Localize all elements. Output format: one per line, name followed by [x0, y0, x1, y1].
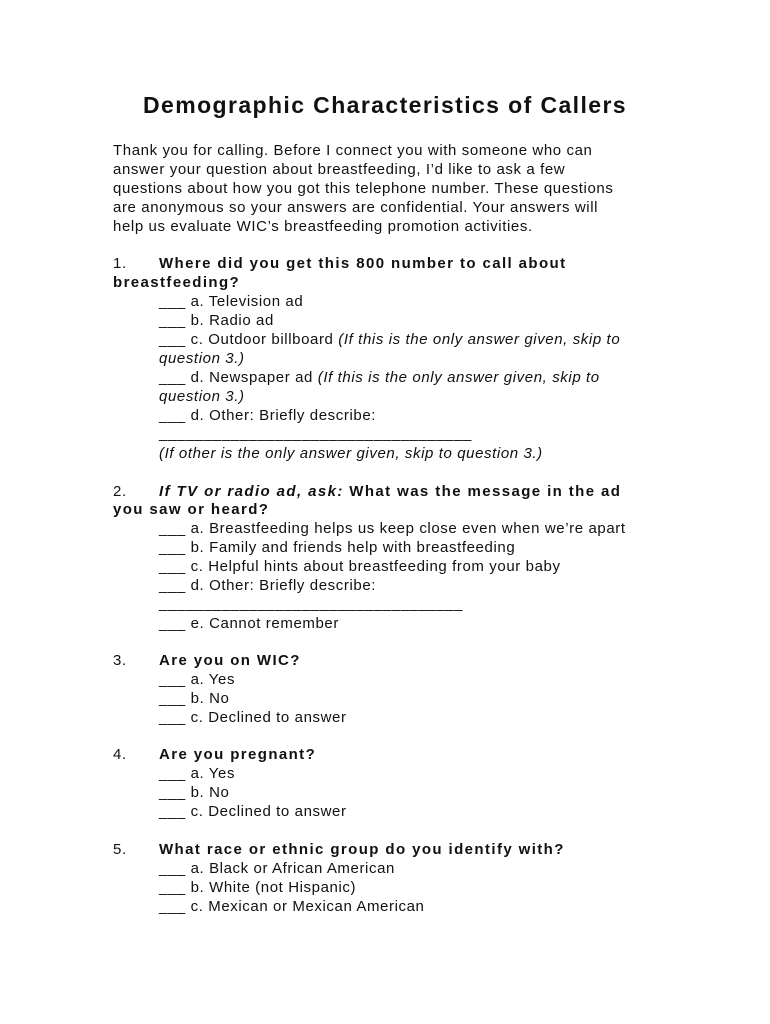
- skip-note: (If this is the only answer given, skip to: [338, 331, 621, 348]
- interviewer-instruction: If TV or radio ad, ask:: [159, 483, 344, 500]
- page-title: Demographic Characteristics of Callers: [143, 92, 627, 118]
- option-newspaper-ad: ___ d. Newspaper ad (If this is the only answer given, skip to: [159, 369, 600, 386]
- intro-line: answer your question about breastfeeding, I’d like to ask a few: [113, 161, 566, 178]
- option-message-c: ___ c. Helpful hints about breastfeeding from your baby: [159, 558, 561, 575]
- intro-line: are anonymous so your answers are confidential. Your answers will: [113, 199, 599, 216]
- question-number: 5.: [113, 841, 127, 858]
- question-number: 2.: [113, 483, 127, 500]
- question-text: Are you pregnant?: [159, 746, 317, 763]
- option-message-b: ___ b. Family and friends help with breastfeeding: [159, 539, 516, 556]
- option-television-ad: ___ a. Television ad: [159, 293, 304, 310]
- intro-line: questions about how you got this telephone number. These questions: [113, 180, 614, 197]
- option-other: ___ d. Other: Briefly describe:: [159, 577, 377, 594]
- option-radio-ad: ___ b. Radio ad: [159, 312, 274, 329]
- option-no: ___ b. No: [159, 690, 230, 707]
- option-yes: ___ a. Yes: [159, 671, 236, 688]
- question-text: If TV or radio ad, ask: What was the message in the ad: [159, 483, 622, 500]
- option-other: ___ d. Other: Briefly describe:: [159, 407, 377, 424]
- skip-note-continued: question 3.): [159, 350, 245, 367]
- option-white-not-hispanic: ___ b. White (not Hispanic): [159, 879, 357, 896]
- option-black-african-american: ___ a. Black or African American: [159, 860, 395, 877]
- question-text-continued: you saw or heard?: [113, 501, 270, 518]
- option-declined: ___ c. Declined to answer: [159, 803, 347, 820]
- option-yes: ___ a. Yes: [159, 765, 236, 782]
- question-number: 3.: [113, 652, 127, 669]
- skip-note-continued: question 3.): [159, 388, 245, 405]
- intro-line: help us evaluate WIC’s breastfeeding promotion activities.: [113, 218, 533, 235]
- answer-blank: ___________________________________: [159, 425, 472, 442]
- question-text: What race or ethnic group do you identify with?: [159, 841, 565, 858]
- question-text: Where did you get this 800 number to call about: [159, 255, 567, 272]
- question-number: 1.: [113, 255, 127, 272]
- option-mexican-american: ___ c. Mexican or Mexican American: [159, 898, 425, 915]
- question-text: Are you on WIC?: [159, 652, 301, 669]
- question-text-continued: breastfeeding?: [113, 274, 241, 291]
- option-outdoor-billboard: ___ c. Outdoor billboard (If this is the only answer given, skip to: [159, 331, 621, 348]
- option-cannot-remember: ___ e. Cannot remember: [159, 615, 339, 632]
- intro-paragraph: [113, 141, 673, 236]
- skip-note: (If this is the only answer given, skip to: [317, 369, 600, 386]
- option-declined: ___ c. Declined to answer: [159, 709, 347, 726]
- answer-blank: __________________________________: [159, 595, 464, 612]
- option-message-a: ___ a. Breastfeeding helps us keep close even when we’re apart: [159, 520, 626, 537]
- skip-note: (If other is the only answer given, skip to question 3.): [159, 445, 543, 462]
- option-no: ___ b. No: [159, 784, 230, 801]
- intro-line: Thank you for calling. Before I connect you with someone who can: [113, 142, 593, 159]
- question-number: 4.: [113, 746, 127, 763]
